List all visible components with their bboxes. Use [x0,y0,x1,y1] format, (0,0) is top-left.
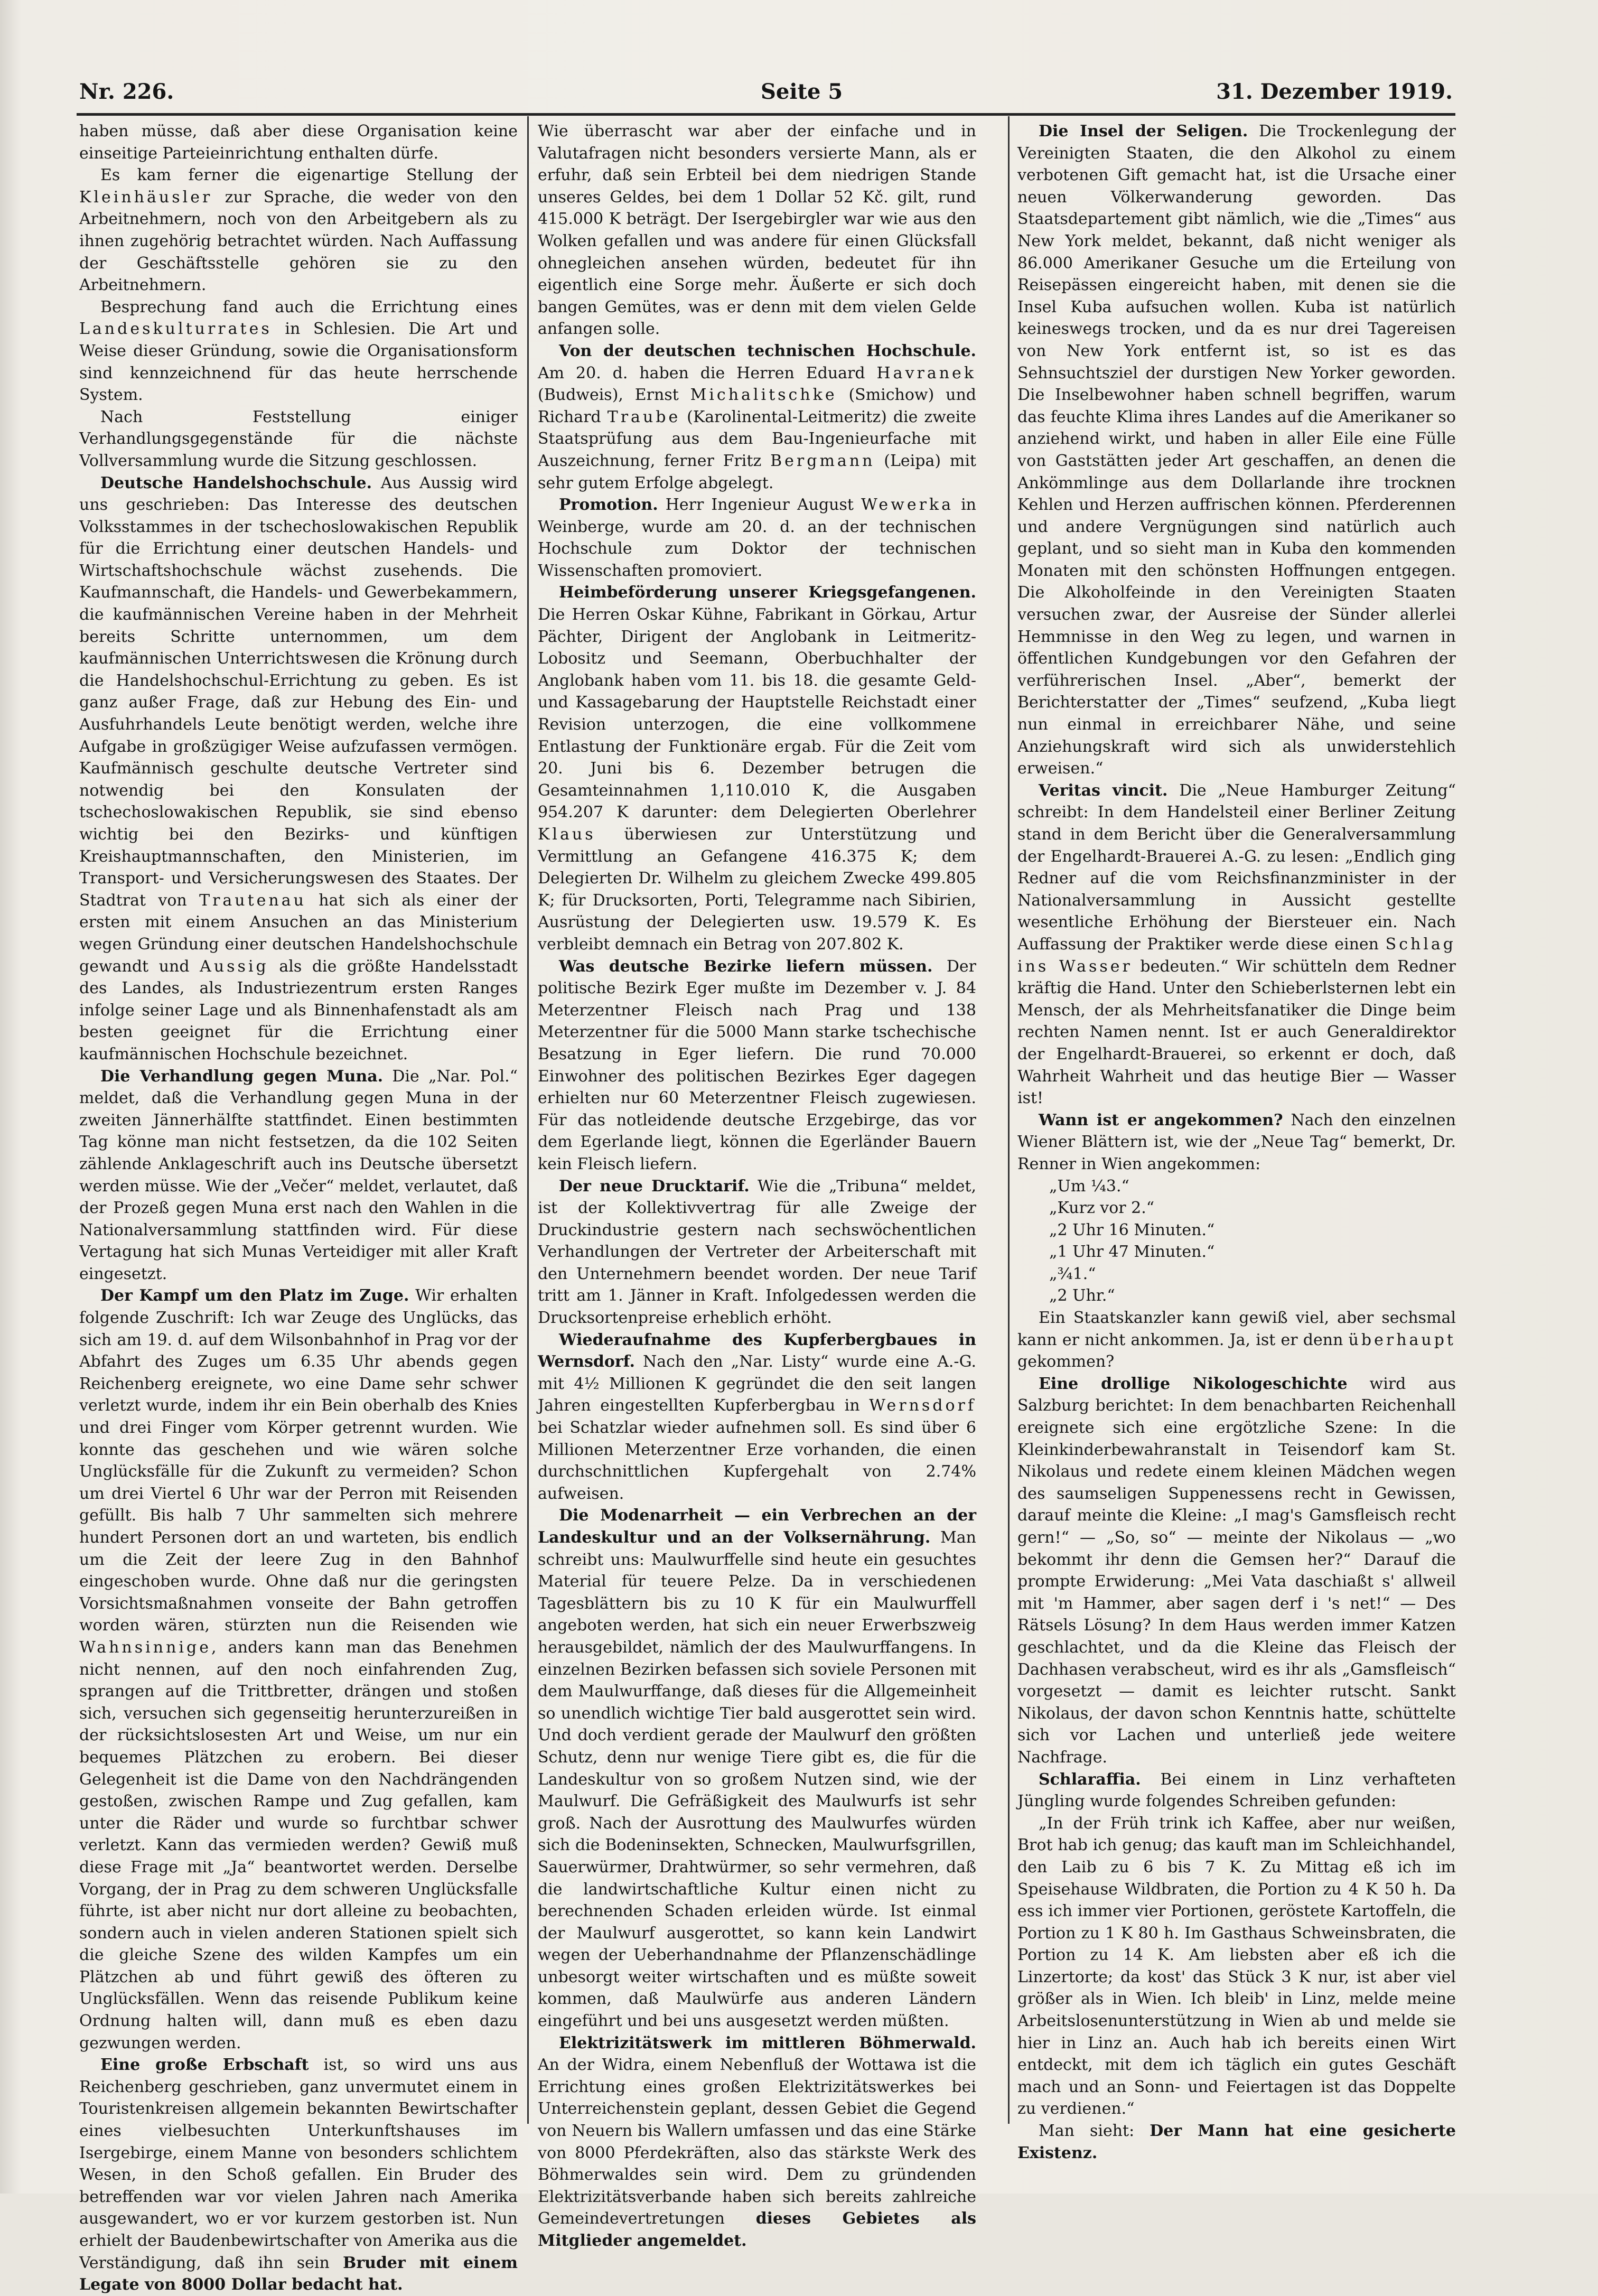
list-item: „Kurz vor 2.“ [1049,1199,1155,1218]
article-promotion: Promotion. Herr Ingenieur August Wewerka in Weinberge, wurde am 20. d. an der technischen Hochschule zum Doktor der technischen Wissenschaften promoviert. [538,496,976,580]
article-nikologeschichte: Eine drollige Nikologeschichte wird aus Salzburg berichtet: In dem benachbarten Reichenhall ereignete sich eine ergötzliche Szene: In die Kleinkinderbewahranstalt in Teisendorf kam St. Nikolaus und redete einem kleinen Mädchen wegen des saumseligen Suppenessens recht in Gewissen, darauf meinte die Kleine: „I mag's Gamsfleisch recht gern!“ — „So, so“ — meinte der Nikolaus — „wo bekommt ihr denn die Gemsen her?“ Darauf die prompte Erwiderung: „Mei Vata daschiaßt s' allweil mit 'm Hammer, aber sagen derf i 's net!“ — Des Rätsels Lösung? In dem Haus werden immer Katzen geschlachtet, und da die Kleine das Fleisch der Dachhasen verabscheut, wird es ihr als „Gamsfleisch“ vorgesetzt — damit es leichter rutscht. Sankt Nikolaus, der davon schon Kenntnis hatte, schüttelte sich vor Lachen und unterließ jede weitere Nachfrage. [1017,1374,1456,1767]
article-muna: Die Verhandlung gegen Muna. Die „Nar. Pol.“ meldet, daß die Verhandlung gegen Muna in der zweiten Jännerhälfte stattfindet. Einen bestimmten Tag könne man nicht festsetzen, da die 102 Seiten zählende Anklageschrift auch ins Deutsche übersetzt werden müsse. Wie der „Večer“ meldet, verlautet, daß der Prozeß gegen Muna erst nach den Wahlen in die Nationalversammlung stattfinden wird. Für diese Vertagung hat sich Munas Verteidiger mit aller Kraft eingesetzt. [79,1067,518,1283]
article-headline: Deutsche Handelshochschule. [100,473,372,492]
article-headline: Eine drollige Nikologeschichte [1039,1374,1348,1393]
article-paragraph: Ein Staatskanzler kann gewiß viel, aber sechsmal kann er nicht ankommen. Ja, ist er denn überhaupt gekommen? [1017,1309,1456,1371]
article-paragraph: Es kam ferner die eigenartige Stellung der Kleinhäusler zur Sprache, die weder von den Arbeitnehmern, noch von den Arbeitgebern als zu ihnen zugehörig betrachtet würden. Nach Auffassung der Geschäftsstelle gehören sie zu den Arbeitnehmern. [79,166,518,295]
article-veritas-vincit: Veritas vincit. Die „Neue Hamburger Zeitung“ schreibt: In dem Handelsteil einer Berliner Zeitung stand in dem Bericht über die Generalversammlung der Engelhardt-Brauerei A.-G. zu lesen: „Endlich ging Redner auf die vom Reichsfinanzminister in der Nationalversammlung in Aussicht gestellte wesentliche Erhöhung der Biersteuer ein. Nach Auffassung der Praktiker werde diese einen Schlag ins Wasser bedeuten.“ Wir schütteln dem Redner kräftig die Hand. Unter den Schieberlsternen lebt ein Mensch, der als Mehrheitsfanatiker die Dinge beim rechten Namen nennt. Ist er auch Generaldirektor der Engelhardt-Brauerei, so erkennt er doch, daß Wahrheit Wahrheit und das heutige Bier — Wasser ist! [1017,781,1456,1108]
article-headline: Von der deutschen technischen Hochschule. [559,341,976,360]
article-technische-hochschule: Von der deutschen technischen Hochschule. Am 20. d. haben die Herren Eduard Havranek (Budweis), Ernst Michalitschke (Smichow) und Richard Traube (Karolinental-Leitmeritz) die zweite Staatsprüfung aus dem Bau-Ingenieurfache mit Auszeichnung, ferner Fritz Bergmann (Leipa) mit sehr gutem Erfolge abgelegt. [538,341,976,492]
article-headline: Die Modenarrheit — ein Verbrechen an der Landeskultur und an der Volksernährung. [538,1506,976,1547]
column-1 [79,120,518,2294]
arrival-times-list [1017,1175,1456,1308]
list-item: „2 Uhr 16 Minuten.“ [1049,1220,1215,1239]
article-headline: Eine große Erbschaft [100,2056,309,2075]
article-headline: Wiederaufnahme des Kupferbergbaues in Wernsdorf. [538,1330,976,1371]
article-paragraph: haben müsse, daß aber diese Organisation keine einseitige Parteieinrichtung enthalten dürfe. [79,122,518,163]
article-heimbefoerderung: Heimbeförderung unserer Kriegsgefangenen. Die Herren Oskar Kühne, Fabrikant in Görkau, Artur Pächter, Dirigent der Anglobank in Leitmeritz-Lobositz und Seemann, Oberbuchhalter der Anglobank haben vom 11. bis 18. die gesamte Geld- und Kassagebarung der Hauptstelle Reichstadt einer Revision unterzogen, die eine vollkommene Entlastung der Funktionäre ergab. Für die Zeit vom 20. Juni bis 6. Dezember betrugen die Gesamteinnahmen 1,110.010 K, die Ausgaben 954.207 K darunter: dem Delegierten Oberlehrer Klaus überwiesen zur Unterstützung und Vermittlung an Gefangene 416.375 K; dem Delegierten Dr. Wilhelm zu gleichem Zwecke 499.805 K; für Drucksorten, Porti, Telegramme nach Sibirien, Ausrüstung der Delegierten usw. 19.579 K. Es verbleibt demnach ein Betrag von 207.802 K. [538,583,976,954]
article-wann-angekommen: Wann ist er angekommen? Nach den einzelnen Wiener Blättern ist, wie der „Neue Tag“ bemerkt, Dr. Renner in Wien angekommen: [1017,1110,1456,1173]
list-item: „¾1.“ [1049,1264,1096,1283]
article-headline: Elektrizitätswerk im mittleren Böhmerwald. [559,2033,976,2052]
article-kampf-platz: Der Kampf um den Platz im Zuge. Wir erhalten folgende Zuschrift: Ich war Zeuge des Unglücks, das sich am 19. d. auf dem Wilsonbahnhof in Prag vor der Abfahrt des Zuges um 6.35 Uhr abends gegen Reichenberg ereignete, wo eine Dame sehr schwer verletzt wurde, indem ihr ein Bein oberhalb des Knies und drei Finger vom Körper getrennt wurden. Wie konnte das geschehen und wie wären solche Unglücksfälle für die Zukunft zu vermeiden? Schon um drei Viertel 6 Uhr war der Perron mit Reisenden gefüllt. Bis halb 7 Uhr sammelten sich mehrere hundert Personen dort an und warteten, bis endlich um die Zeit der leere Zug in den Bahnhof eingeschoben wurde. Ohne daß nur die geringsten Vorsichtsmaßnahmen vonseite der Bahn getroffen worden wären, stürzten nun die Reisenden wie Wahnsinnige, anders kann man das Benehmen nicht nennen, auf den noch einfahrenden Zug, sprangen auf die Trittbretter, drängen und stoßen sich, versuchen sich gegenseitig herunterzureißen in der rücksichtslosesten Art und Weise, um nur ein bequemes Plätzchen zu erobern. Bei dieser Gelegenheit ist die Dame von den Nachdrängenden gestoßen, zwischen Rampe und Zug gefallen, kam unter die Räder und wurde so furchtbar schwer verletzt. Kann das vermieden werden? Gewiß muß diese Frage mit „Ja“ beantwortet werden. Derselbe Vorgang, der in Prag zu dem schweren Unglücksfalle führte, ist aber nicht nur dort alleine zu beobachten, sondern auch in vielen anderen Stationen spielt sich die gleiche Szene des wilden Kampfes um ein Plätzchen ab und führt gewiß des öfteren zu Unglücksfällen. Wenn das reisende Publikum keine Ordnung halten will, dann muß es eben dazu gezwungen werden. [79,1286,518,2052]
article-elektrizitaetswerk: Elektrizitätswerk im mittleren Böhmerwald. An der Widra, einem Nebenfluß der Wottawa ist die Errichtung eines großen Elektrizitätswerkes bei Unterreichenstein geplant, dessen Gebiet die Gegend von Neuern bis Wallern umfassen und das eine Stärke von 8000 Pferdekräften, also das stärkste Werk des Böhmerwaldes sein wird. Dem zu gründenden Elektrizitätsverbande haben sich bereits zahlreiche Gemeindevertretungen dieses Gebietes als Mitglieder angemeldet. [538,2033,976,2250]
article-paragraph: Besprechung fand auch die Errichtung eines Landeskulturrates in Schlesien. Die Art und Weise dieser Gründung, sowie die Organisationsform sind kennzeichnend für das heute herrschende System. [79,297,518,405]
article-drucktarif: Der neue Drucktarif. Wie die „Tribuna“ meldet, ist der Kollektivvertrag für alle Zweige der Druckindustrie gestern nach sechswöchentlichen Verhandlungen der Vertreter der Arbeiterschaft mit den Unternehmern beendet worden. Der neue Tarif tritt am 1. Jänner in Kraft. Infolgedessen werden die Drucksortenpreise erheblich erhöht. [538,1177,977,1328]
page-header [79,79,1453,111]
article-headline: Wann ist er angekommen? [1039,1110,1283,1130]
article-schlaraffia: Schlaraffia. Bei einem in Linz verhafteten Jüngling wurde folgendes Schreiben gefunden: [1017,1770,1456,1811]
article-modenarrheit: Die Modenarrheit — ein Verbrechen an der Landeskultur und an der Volksernährung. Man schreibt uns: Maulwurffelle sind heute ein gesuchtes Material für teuere Pelze. Da in verschiedenen Tagesblättern bis zu 10 K für ein Maulwurffell angeboten werden, hat sich ein neuer Erwerbszweig herausgebildet, nämlich der des Maulwurffangens. In einzelnen Bezirken befassen sich soviele Personen mit dem Maulwurffange, daß dieses für die Allgemeinheit so unendlich wichtige Tier bald ausgerottet sein wird. Und doch verdient gerade der Maulwurf den größten Schutz, denn nur wenige Tiere gibt es, die für die Landeskultur von so großem Nutzen sind, wie der Maulwurf. Die Gefräßigkeit des Maulwurfs ist sehr groß. Nach der Ausrottung des Maulwurfes würden sich die Bodeninsekten, Schnecken, Maulwurfsgrillen, Sauerwürmer, Drahtwürmer, so sehr vermehren, daß die landwirtschaftliche Kultur einen nicht zu berechnenden Schaden erleiden würde. Ist einmal der Maulwurf ausgerottet, so kann kein Landwirt wegen der Ueberhandnahme der Pflanzenschädlinge unbesorgt weiter wirtschaften und es müßte soweit kommen, daß Maulwürfe aus anderen Ländern eingeführt und bei uns ausgesetzt werden müßten. [538,1506,976,2031]
column-rule-1 [527,116,529,2124]
article-headline: Was deutsche Bezirke liefern müssen. [559,957,933,976]
list-item: „2 Uhr.“ [1049,1286,1115,1305]
article-paragraph: Man sieht: Der Mann hat eine gesicherte Existenz. [1017,2122,1456,2162]
article-kupferbergbau: Wiederaufnahme des Kupferbergbaues in Wernsdorf. Nach den „Nar. Listy“ wurde eine A.-G. mit 4½ Millionen K gegründet die den seit langen Jahren eingestellten Kupferbergbau in Wernsdorf bei Schatzlar wieder aufnehmen soll. Es sind über 6 Millionen Meterzentner Erze vorhanden, die einen durchschnittlichen Kupfergehalt von 2.74% aufweisen. [538,1330,976,1503]
article-headline: Der Kampf um den Platz im Zuge. [100,1286,409,1305]
page-number: Seite 5 [761,79,843,104]
list-item: „1 Uhr 47 Minuten.“ [1049,1243,1215,1262]
article-paragraph: Nach Feststellung einiger Verhandlungsgegenstände für die nächste Vollversammlung wurde die Sitzung geschlossen. [79,407,518,470]
article-headline: Schlaraffia. [1039,1770,1141,1789]
article-erbschaft: Eine große Erbschaft ist, so wird uns aus Reichenberg geschrieben, ganz unvermutet einem in Touristenkreisen allgemein bekannten Bewirtschafter eines vielbesuchten Unterkunftshauses im Isergebirge, einem Manne von besonders schlichtem Wesen, in den Schoß gefallen. Ein Bruder des betreffenden war vor vielen Jahren nach Amerika ausgewandert, wo er vor kurzem gestorben ist. Nun erhielt der Baudenbewirtschafter von Amerika aus die Verständigung, daß ihn sein Bruder mit einem Legate von 8000 Dollar bedacht hat. [79,2056,518,2294]
column-rule-2 [1008,116,1010,2124]
column-3 [1017,120,1456,2162]
list-item: „Um ¼3.“ [1049,1177,1129,1196]
header-rule [77,113,1455,116]
article-headline: Promotion. [559,496,658,515]
issue-number: Nr. 226. [79,79,174,104]
article-handelshochschule: Deutsche Handelshochschule. Aus Aussig wird uns geschrieben: Das Interesse des deutschen Volksstammes in der tschechoslowakischen Republik für die Errichtung einer deutschen Handels- und Wirtschaftshochschule wächst zusehends. Die Kaufmannschaft, die Handels- und Gewerbekammern, die kaufmännischen Vereine haben in der Mehrheit bereits Schritte unternommen, um dem kaufmännischen Unterrichtswesen die Krönung durch die Handelshochschul-Errichtung zu geben. Es ist ganz außer Frage, daß zur Hebung des Ein- und Ausfuhrhandels Leute benötigt werden, welche ihre Aufgabe in großzügiger Weise aufzufassen vermögen. Kaufmännisch geschulte deutsche Vertreter sind notwendig bei den Konsulaten der tschechoslowakischen Republik, sie sind ebenso wichtig bei den Bezirks- und künftigen Kreishauptmannschaften, den Ministerien, im Transport- und Versicherungswesen des Staates. Der Stadtrat von Trautenau hat sich als einer der ersten mit einem Ansuchen an das Ministerium wegen Gründung einer deutschen Handelshochschule gewandt und Aussig als die größte Handelsstadt des Landes, als Industriezentrum ersten Ranges infolge seiner Lage und als Binnenhafenstadt als am besten geeignet für die Errichtung einer kaufmännischen Hochschule bezeichnet. [79,473,518,1063]
article-headline: Die Insel der Seligen. [1039,122,1248,141]
article-headline: Heimbeförderung unserer Kriegsgefangenen. [559,583,976,602]
article-headline: Veritas vincit. [1039,781,1168,800]
issue-date: 31. Dezember 1919. [1216,79,1453,104]
article-paragraph: „In der Früh trink ich Kaffee, aber nur weißen, Brot hab ich genug; das kauft man im Schleichhandel, den Laib zu 6 bis 7 K. Zu Mittag eß ich im Speisehause Wildbraten, die Portion zu 4 K 50 h. Da ess ich immer vier Portionen, geröstete Kartoffeln, die Portion zu 1 K 80 h. Im Gasthaus Schweinsbraten, die Portion zu 14 K. Am liebsten aber eß ich die Linzertorte; da kost' das Stück 3 K nur, ist aber viel größer als in Wien. Ich bleib' in Linz, melde meine Arbeitslosenunterstützung in Wien ab und melde sie hier in Linz an. Auch hab ich bereits einen Wirt entdeckt, mit dem ich täglich ein gutes Geschäft mach und an Sonn- und Feiertagen ist das Doppelte zu verdienen.“ [1017,1814,1456,2118]
article-insel-der-seligen: Die Insel der Seligen. Die Trockenlegung der Vereinigten Staaten, die den Alkohol zu einem verbotenen Gift gemacht hat, ist die Ursache einer neuen Völkerwanderung geworden. Das Staatsdepartement gibt nämlich, wie die „Times“ aus New York meldet, bekannt, daß nicht weniger als 86.000 Amerikaner Gesuche um die Erteilung von Reisepässen eingereicht haben, mit denen sie die Insel Kuba aufsuchen wollen. Kuba ist natürlich keineswegs trocken, und da es nur drei Tagereisen von New York entfernt ist, so ist es das Sehnsuchtsziel der durstigen New Yorker geworden. Die Inselbewohner haben schnell begriffen, warum das feuchte Klima ihres Landes auf die Amerikaner so anziehend wirkt, und haben in aller Eile eine Fülle von Gaststätten jeder Art geschaffen, an denen die Ankömmlinge aus dem Dollarlande ihre trocknen Kehlen und Herzen auffrischen können. Pferderennen und andere Vergnügungen sind natürlich auch geplant, und so sieht man in Kuba den kommenden Monaten mit den schönsten Hoffnungen entgegen. Die Alkoholfeinde in den Vereinigten Staaten versuchen zwar, der Ausreise der Sünder allerlei Hemmnisse in den Weg zu legen, und warnen in öffentlichen Kundgebungen vor den Gefahren der verführerischen Insel. „Aber“, bemerkt der Berichterstatter der „Times“ seufzend, „Kuba liegt nun einmal in erreichbarer Nähe, und seine Anziehungskraft wird sich als unwiderstehlich erweisen.“ [1017,122,1456,778]
article-headline: Der neue Drucktarif. [559,1177,750,1196]
column-2 [538,120,977,2250]
article-headline: Die Verhandlung gegen Muna. [100,1067,384,1086]
article-bezirke-liefern: Was deutsche Bezirke liefern müssen. Der politische Bezirk Eger mußte im Dezember v. J. 84 Meterzentner Fleisch nach Prag und 138 Meterzentner für die 5000 Mann starke tschechische Besatzung in Eger liefern. Die rund 70.000 Einwohner des politischen Bezirkes Eger dagegen erhielten nur 60 Meterzentner Fleisch zugewiesen. Für das notleidende deutsche Erzgebirge, das vor dem Egerlande liegt, können die Egerländer Bauern kein Fleisch liefern. [538,957,976,1173]
article-paragraph: Wie überrascht war aber der einfache und in Valutafragen nicht besonders versierte Mann, als er erfuhr, daß sein Erbteil bei dem niedrigen Stande unseres Geldes, bei dem 1 Dollar 52 Kč. gilt, rund 415.000 K beträgt. Der Isergebirgler war wie aus den Wolken gefallen und was andere für einen Glücksfall ohnegleichen ansehen würden, bedeutet für ihn eigentlich eine Sorge mehr. Äußerte er sich doch bangen Gemütes, was er denn mit dem vielen Gelde anfangen solle. [538,122,976,339]
